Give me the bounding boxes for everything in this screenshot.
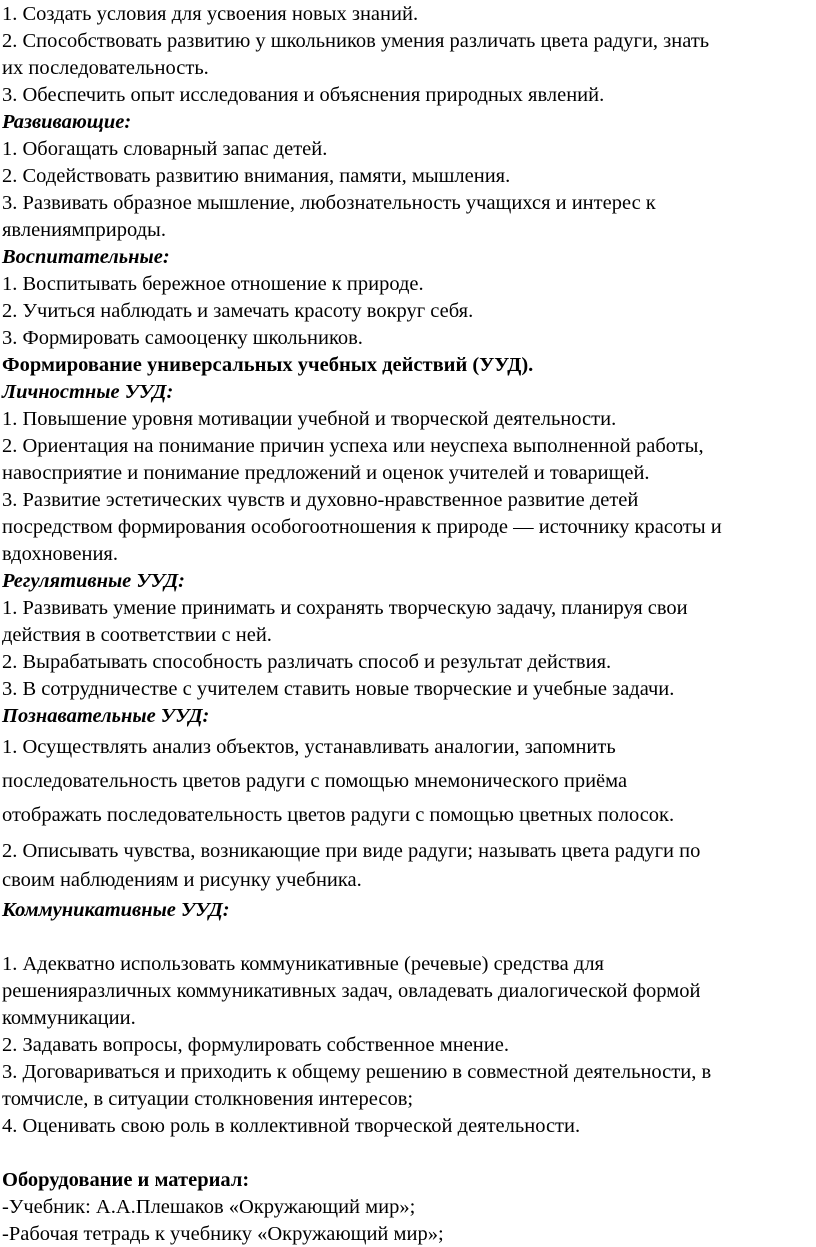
text-line: действия в соответствии с ней. bbox=[2, 624, 272, 646]
text-line: 1. Адекватно использовать коммуникативные (речевые) средства для bbox=[2, 953, 604, 975]
text-line: навосприятие и понимание предложений и оценок учителей и товарищей. bbox=[2, 462, 650, 484]
text-line: коммуникации. bbox=[2, 1007, 136, 1029]
text-line: 3. Формировать самооценку школьников. bbox=[2, 327, 363, 349]
text-line: их последовательность. bbox=[2, 57, 209, 79]
text-line: 2. Ориентация на понимание причин успеха или неуспеха выполненной работы, bbox=[2, 435, 704, 457]
text-line: 3. Договариваться и приходить к общему решению в совместной деятельности, в bbox=[2, 1061, 712, 1083]
text-line: 1. Воспитывать бережное отношение к природе. bbox=[2, 273, 424, 295]
text-line: томчисле, в ситуации столкновения интересов; bbox=[2, 1088, 414, 1110]
text-line: 2. Способствовать развитию у школьников умения различать цвета радуги, знать bbox=[2, 30, 710, 52]
text-line: 4. Оценивать свою роль в коллективной творческой деятельности. bbox=[2, 1115, 581, 1137]
section-heading: Воспитательные: bbox=[2, 246, 170, 268]
text-line: явлениямприроды. bbox=[2, 219, 166, 241]
text-line: своим наблюдениям и рисунку учебника. bbox=[2, 869, 362, 891]
section-heading: Регулятивные УУД: bbox=[2, 570, 185, 592]
text-line: -Рабочая тетрадь к учебнику «Окружающий мир»; bbox=[2, 1223, 444, 1245]
text-line: 2. Содействовать развитию внимания, памяти, мышления. bbox=[2, 165, 511, 187]
text-line: 1. Обогащать словарный запас детей. bbox=[2, 138, 328, 160]
text-line: 3. Развивать образное мышление, любознательность учащихся и интерес к bbox=[2, 192, 656, 214]
text-line: 1. Повышение уровня мотивации учебной и творческой деятельности. bbox=[2, 408, 617, 430]
section-heading: Развивающие: bbox=[2, 111, 132, 133]
text-line: -Учебник: А.А.Плешаков «Окружающий мир»; bbox=[2, 1196, 416, 1218]
text-line: решенияразличных коммуникативных задач, овладевать диалогической формой bbox=[2, 980, 701, 1002]
section-heading: Формирование универсальных учебных действий (УУД). bbox=[2, 354, 534, 376]
text-line: 3. Развитие эстетических чувств и духовно-нравственное развитие детей bbox=[2, 489, 639, 511]
text-line: 3. В сотрудничестве с учителем ставить новые творческие и учебные задачи. bbox=[2, 678, 675, 700]
text-line: вдохновения. bbox=[2, 543, 118, 565]
text-line: 1. Осуществлять анализ объектов, устанавливать аналогии, запомнить bbox=[2, 736, 616, 758]
text-line: 1. Развивать умение принимать и сохранять творческую задачу, планируя свои bbox=[2, 597, 688, 619]
text-line: 2. Учиться наблюдать и замечать красоту вокруг себя. bbox=[2, 300, 474, 322]
text-line: отображать последовательность цветов радуги с помощью цветных полосок. bbox=[2, 804, 675, 826]
section-heading: Личностные УУД: bbox=[2, 381, 174, 403]
section-heading: Оборудование и материал: bbox=[2, 1169, 250, 1191]
text-line: 2. Вырабатывать способность различать способ и результат действия. bbox=[2, 651, 612, 673]
text-line: 3. Обеспечить опыт исследования и объяснения природных явлений. bbox=[2, 84, 605, 106]
section-heading: Коммуникативные УУД: bbox=[2, 899, 230, 921]
section-heading: Познавательные УУД: bbox=[2, 705, 210, 727]
text-line: 2. Задавать вопросы, формулировать собственное мнение. bbox=[2, 1034, 509, 1056]
text-line: посредством формирования особогоотношения к природе — источнику красоты и bbox=[2, 516, 722, 538]
text-line: 1. Создать условия для усвоения новых знаний. bbox=[2, 3, 419, 25]
text-line: последовательность цветов радуги с помощью мнемонического приёма bbox=[2, 770, 628, 792]
text-line: 2. Описывать чувства, возникающие при виде радуги; называть цвета радуги по bbox=[2, 840, 701, 862]
